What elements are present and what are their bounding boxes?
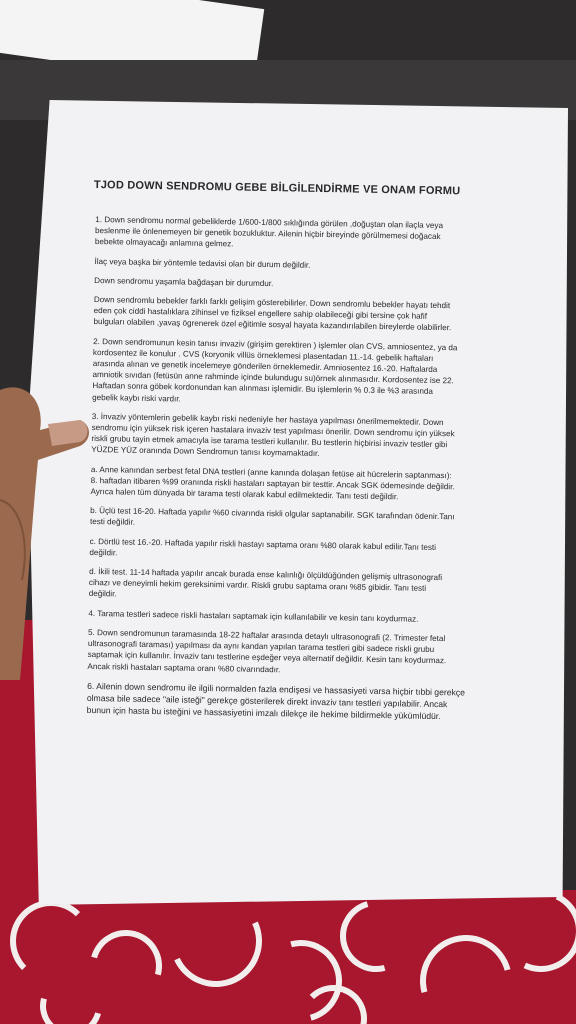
- paragraph-3-screening: 3. İnvaziv yöntemlerin gebelik kaybı riski nedeniyle her hastaya yapılması önerilmemektedir. Down sendromu için yüksek risk içeren hastalara invaziv test yapılması önerilir. Down sendromu için yüksek riskli grubu tayin etmek amacıyla ise tarama testleri kullanılır. Bu testlerin hiçbirisi invaziv testler gibi YÜZDE YÜZ oranında Down Sendromun tanısı koymamaktadır.: [91, 411, 455, 459]
- fabric-pattern: [0, 890, 576, 1024]
- form-content: [86, 178, 535, 731]
- paragraph-3d-double-test: d. İkili test. 11-14 haftada yapılır ancak burada ense kalınlığı ölçüldüğünden gelişmiş ultrasonografi cihazı ve deneyimli hekim gereksinimi vardır. Riskli grubu saptama oranı %85 gibidir. Tanı testi değildir.: [88, 567, 443, 599]
- paragraph-development: Down sendromlu bebekler farklı farklı gelişim gösterebilirler. Down sendromlu bebekler hayatı tehdit eden çok ciddi hastalıklara zihinsel ve fiziksel engellere sahip olabileceği gibi tersine çok hafif bulguları olabilen ,yavaş ögrenerek özel eğitimle sosyal hayata kazandırılabilen bireylerde olabilirler.: [93, 294, 452, 333]
- paragraph-no-treatment: İlaç veya başka bir yöntemle tedavisi olan bir durum değildir.: [94, 256, 311, 270]
- paragraph-6-family-request: 6. Ailenin down sendromu ile ilgili normalden fazla endişesi ve hassasiyeti varsa hiçbir tıbbi gerekçe olmasa bile sadece "aile isteği" gerekçe gösterilerek direkt invaziv tanı testleri yapılabilir. Ancak bunun için hasta bu isteğini ve hassasiyetini imzalı dilekçe ile hekime bildirmekle yükümlüdür.: [86, 680, 466, 721]
- paragraph-2-invasive-diagnosis: 2. Down sendromunun kesin tanısı invaziv (girişim gerektiren ) işlemler olan CVS, amniosentez, ya da kordosentez ile konulur . CVS (koryonik villüs örneklemesi plasentadan 11.-14. gebelik haftaları arasında alınan ve genetik incelemeye gönderilen örneklemedir. Amniosentez 16.-20. Haftalarda amniotik sıvıdan (fetüsün anne rahminde içinde bulundugu su)örnek alınmasıdır. Kordosentez ise 22. Haftadan sonra göbek kordonundan kan alınması işlemidir. Bu işlemlerin % 0.3 ile %3 arasında gebelik kaybı riski vardır.: [92, 336, 458, 404]
- paragraph-3a-fetal-dna: a. Anne kanından serbest fetal DNA testleri (anne kanında dolaşan fetüse ait hücrelerin saptanması): 8. haftadan itibaren %99 oranında riskli hastaları saptayan bir testtir. Ancak SGK ödemesinde değildir. Ayrıca halen tüm dünyada bir tarama testi olarak kabul edilmektedir. Tanı testi değildir.: [90, 464, 455, 502]
- form-title: TJOD DOWN SENDROMU GEBE BİLGİLENDİRME VE ONAM FORMU: [93, 178, 461, 198]
- paragraph-5-ultrasonography: 5. Down sendromunun taramasında 18-22 haftalar arasında detaylı ultrasonografi (2. Trimester fetal ultrasonografi taraması) yapılması da aynı kandan yapılan tarama testleri gibi sadece riskli grubu saptamak için kullanılır. İnvaziv tanı testlerine eşdeğer veya alternatif değildir. Kesin tanı koydurmaz. Ancak riskli hastaları saptama oranı %80 civarındadır.: [87, 627, 447, 674]
- paragraph-compatible-with-life: Down sendromu yaşamla bağdaşan bir durumdur.: [94, 275, 274, 288]
- paragraph-3b-triple-test: b. Üçlü test 16-20. Haftada yapılır %60 civarında riskli olgular saptanabilir. SGK tarafından ödenir.Tanı testi değildir.: [89, 506, 455, 528]
- paragraph-1: 1. Down sendromu normal gebeliklerde 1/600-1/800 sıklığında görülen ,doğuştan olan ilaçla veya beslenme ile önlenemeyen bir genetik bozukluktur. Ailenin hiçbir bireyinde görülmemesi doğacak bebekte olmayacağı anlamına gelmez.: [94, 214, 444, 249]
- paragraph-3c-quad-test: c. Dörtlü test 16.-20. Haftada yapılır riskli hastayı saptama oranı %80 olarak kabul edilir.Tanı testi değildir.: [89, 536, 437, 558]
- hand-holding-paper: [0, 380, 90, 680]
- paragraph-4: 4. Tarama testleri sadece riskli hastaları saptamak için kullanılabilir ve kesin tanı koydurmaz.: [88, 608, 419, 624]
